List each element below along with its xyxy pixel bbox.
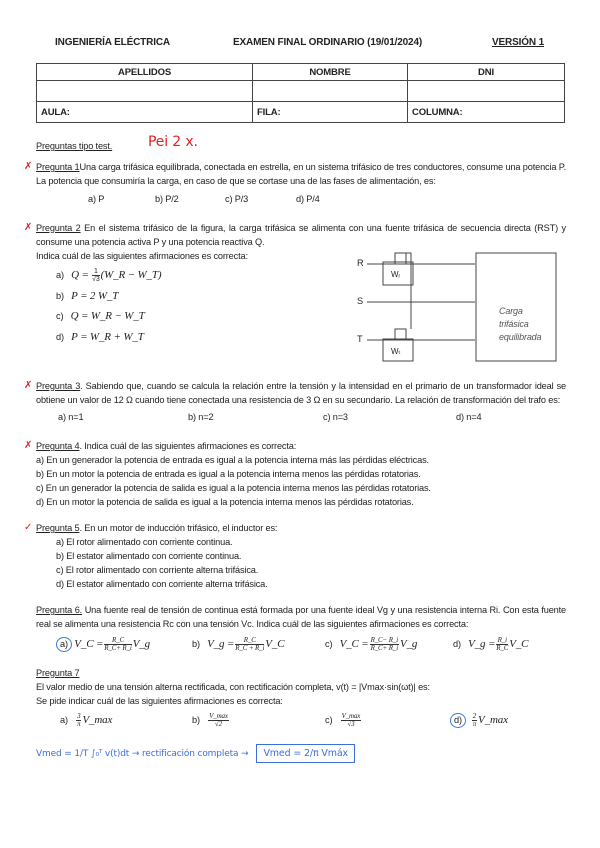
option-c[interactable]: c) n=3 [323,412,348,423]
question-2 [24,221,567,367]
exam-title: EXAMEN FINAL ORDINARIO (19/01/2024) [233,37,423,48]
check-mark-icon: ✓ [24,522,33,534]
option-b[interactable]: b) V_g = $\frac{R\_C}{R\_C + R\_i}$ V_C [192,635,285,652]
question-label: Pregunta 4 [36,441,80,452]
question-7-label: Pregunta 7 [36,667,80,678]
option-d[interactable]: d) V_g = $\frac{R\_i}{R\_C}$ V_C [453,635,529,652]
option-d[interactable]: d) En un motor la potencia de salida es igual a la potencia interna menos las pérdidas rotatorias. [36,497,414,508]
question-label: Pregunta 1 [36,162,80,172]
load-label: Carga trifásica equilibrada [499,305,542,342]
option-c[interactable]: c) En un generador la potencia de salida es igual a la potencia interna menos las pérdidas rotatorias. [36,483,431,494]
option-a[interactable]: a) El rotor alimentado con corriente continua. [56,537,233,548]
wrong-mark-icon: ✗ [24,221,33,233]
dni-header: DNI [408,64,565,81]
option-b[interactable]: b) P/2 [155,193,179,204]
option-c[interactable]: c) Q = W_R − W_T [56,310,145,323]
option-a[interactable]: a) Q = $\frac{1}{√3}$ (W_R − W_T) [56,267,162,283]
option-b[interactable]: b) En un motor la potencia de entrada es igual a la potencia interna menos las pérdidas rotatorias. [36,469,421,480]
question-prompt: Indica cuál de las siguientes afirmaciones es correcta: [36,250,248,261]
version-label: VERSIÓN 1 [492,37,544,48]
wattmeter-r-label: Wᵣ [391,269,401,279]
nombre-field[interactable] [253,81,408,102]
aula-field[interactable]: AULA: [37,102,253,123]
option-a[interactable]: a) P [88,193,105,204]
question-7-prompt: Se pide indicar cuál de las siguientes afirmaciones es correcta: [36,695,283,706]
question-5 [24,521,566,591]
subject-title: INGENIERÍA ELÉCTRICA [55,37,170,48]
phase-s-label: S [357,295,363,306]
wrong-mark-icon: ✗ [24,379,33,391]
wrong-mark-icon: ✗ [24,440,33,452]
option-d[interactable]: d) n=4 [456,412,482,423]
question-text: Una carga trifásica equilibrada, conectada en estrella, en un sistema trifásico de tres conductores, consume una potencia P. La potencia que consumiría la carga, en caso de que se cortase una de las fases de alimentación, es: [36,162,566,186]
question-label: Pregunta 2 [36,222,81,233]
option-b[interactable]: b) El estator alimentado con corriente continua. [56,551,242,562]
wrong-mark-icon: ✗ [24,161,33,172]
handwritten-notes [36,744,566,763]
apellidos-header: APELLIDOS [37,64,253,81]
option-d[interactable]: d) P/4 [296,193,320,204]
option-c[interactable]: c) P/3 [225,193,249,204]
option-d[interactable]: d) El estator alimentado con corriente alterna trifásica. [56,579,268,590]
option-c[interactable]: c) V_C = $\frac{R\_C- R\_i}{R\_C+ R\_i}$ V_g [325,635,418,652]
section-title: Preguntas tipo test. [36,141,113,151]
nombre-header: NOMBRE [253,64,408,81]
option-b[interactable]: b) P = 2 W_T [56,289,119,302]
phase-t-label: T [357,333,363,344]
student-id-table [36,63,565,123]
question-7 [36,666,566,731]
wattmeter-t-label: Wₜ [391,346,401,356]
fila-field[interactable]: FILA: [253,102,408,123]
question-7-text: El valor medio de una tensión alterna rectificada, con rectificación completa, v(t) = |Vmax·sin(ωt)| es: [36,681,430,692]
option-c[interactable]: c) El rotor alimentado con corriente alterna trifásica. [56,565,259,576]
option-d[interactable]: d) P = W_R + W_T [56,330,144,343]
handwritten-boxed-answer: Vmed = 2/π Vmáx [256,744,355,763]
question-label: Pregunta 3 [36,380,81,391]
questions [24,160,567,763]
option-a[interactable]: a) En un generador la potencia de entrada es igual a la potencia interna más las pérdidas eléctricas. [36,455,429,466]
option-a-selected[interactable]: a) V_C = $\frac{R\_C}{R\_C+ R\_i}$ V_g [56,634,192,654]
question-3 [24,379,567,428]
question-text: En el sistema trifásico de la figura, la carga trifásica se alimenta con una fuente trifásica de secuencia directa (RST) y consume una potencia activa P y una potencia reactiva Q. [36,222,567,247]
option-d-selected[interactable]: d) $\frac{2}{\pi}$ V_max [450,710,508,730]
question-label: Pregunta 5 [36,523,80,534]
wattmeter-circuit-diagram [355,249,560,367]
option-b[interactable]: b) n=2 [188,412,214,423]
question-text: . Indica cuál de las siguientes afirmaciones es correcta: [79,441,297,452]
handwritten-score: Pei 2 x. [148,134,198,150]
handwritten-working: Vmed = 1/T ∫₀ᵀ v(t)dt → rectificación completa → [36,748,249,759]
question-text: Una fuente real de tensión de continua está formada por una fuente ideal Vg y una resistencia interna Ri. Con esta fuente real se alimenta una resistencia Rc con una tensión Vc. Indica cuál de las siguientes afirmaciones es correcta: [36,605,566,630]
option-b[interactable]: b) V_max √2 [192,712,228,729]
question-6 [36,603,566,654]
question-text: . En un motor de inducción trifásico, el inductor es: [79,523,278,534]
phase-r-label: R [357,257,364,268]
apellidos-field[interactable] [37,81,253,102]
option-c[interactable]: c) V_max √3 [325,712,361,729]
question-text: . Sabiendo que, cuando se calcula la relación entre la tensión y la intensidad en el primario de un transformador ideal se obtiene un valor de 12 Ω cuando tiene conectada una resistencia de 3 Ω en su secundario. La relación de transformación del trafo es: [36,380,567,405]
columna-field[interactable]: COLUMNA: [408,102,565,123]
option-a[interactable]: a) $\frac{3}{\pi}$ V_max [60,712,113,729]
question-label: Pregunta 6. [36,605,83,616]
dni-field[interactable] [408,81,565,102]
question-4 [24,439,566,509]
option-a[interactable]: a) n=1 [58,412,84,423]
question-1 [24,160,566,209]
